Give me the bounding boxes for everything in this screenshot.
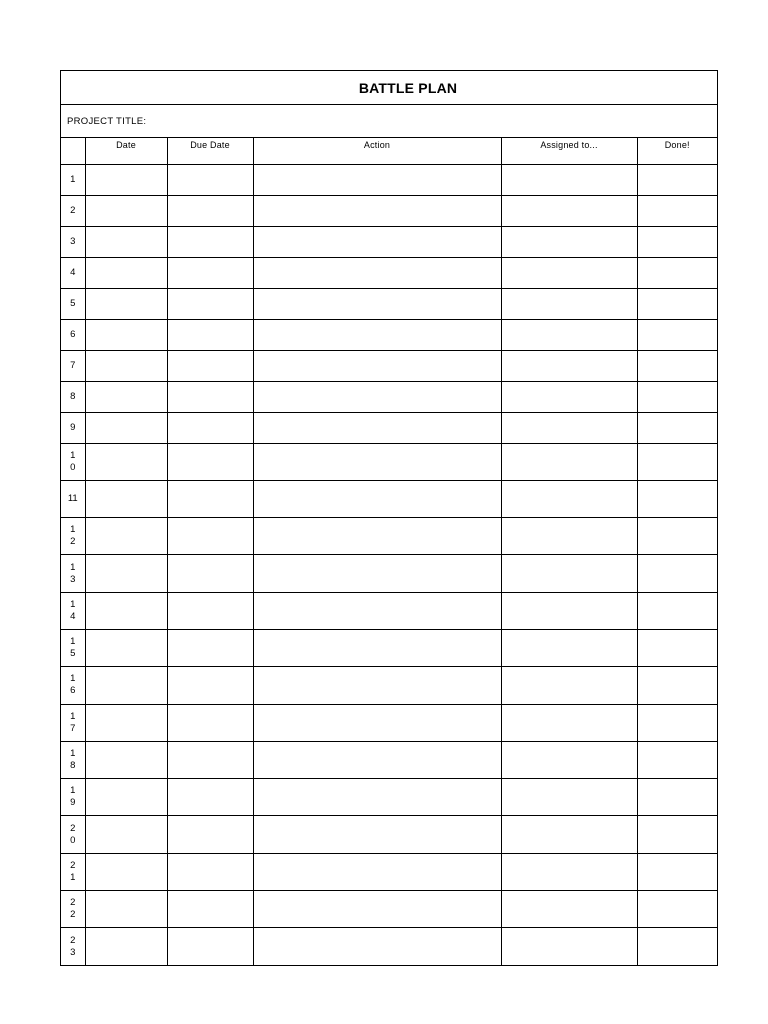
row-number-label: 2 xyxy=(70,204,76,216)
column-header-number xyxy=(61,138,85,164)
row-number xyxy=(61,667,85,704)
assigned-to-cell[interactable] xyxy=(501,412,637,443)
table-row xyxy=(61,164,717,195)
done-cell[interactable] xyxy=(637,629,717,666)
row-number-label: 7 xyxy=(70,359,76,371)
row-number-label: 9 xyxy=(70,421,76,433)
row-number-label: 21 xyxy=(70,859,76,883)
due-date-cell[interactable] xyxy=(167,629,253,666)
assigned-to-cell[interactable] xyxy=(501,257,637,288)
table-row xyxy=(61,443,717,480)
column-header-done: Done! xyxy=(637,138,717,164)
date-cell[interactable] xyxy=(85,164,167,195)
date-cell[interactable] xyxy=(85,443,167,480)
due-date-cell[interactable] xyxy=(167,195,253,226)
action-cell[interactable] xyxy=(253,629,501,666)
row-number xyxy=(61,704,85,741)
row-number-label: 12 xyxy=(70,524,76,548)
action-cell[interactable] xyxy=(253,412,501,443)
due-date-cell[interactable] xyxy=(167,816,253,853)
assigned-to-cell[interactable] xyxy=(501,443,637,480)
date-cell[interactable] xyxy=(85,704,167,741)
column-header-due-date: Due Date xyxy=(167,138,253,164)
done-cell[interactable] xyxy=(637,226,717,257)
row-number xyxy=(61,257,85,288)
date-cell[interactable] xyxy=(85,195,167,226)
due-date-cell[interactable] xyxy=(167,319,253,350)
due-date-cell[interactable] xyxy=(167,350,253,381)
project-title-row xyxy=(61,105,717,138)
action-cell[interactable] xyxy=(253,288,501,319)
date-cell[interactable] xyxy=(85,816,167,853)
done-cell[interactable] xyxy=(637,288,717,319)
date-cell[interactable] xyxy=(85,288,167,319)
action-cell[interactable] xyxy=(253,928,501,965)
table-row xyxy=(61,816,717,853)
due-date-cell[interactable] xyxy=(167,518,253,555)
action-cell[interactable] xyxy=(253,443,501,480)
assigned-to-cell[interactable] xyxy=(501,555,637,592)
action-cell[interactable] xyxy=(253,195,501,226)
row-number xyxy=(61,195,85,226)
table-row xyxy=(61,667,717,704)
assigned-to-cell[interactable] xyxy=(501,779,637,816)
table-row xyxy=(61,480,717,517)
done-cell[interactable] xyxy=(637,443,717,480)
done-cell[interactable] xyxy=(637,779,717,816)
row-number-label: 8 xyxy=(70,390,76,402)
row-number-label: 18 xyxy=(70,748,76,772)
action-cell[interactable] xyxy=(253,891,501,928)
assigned-to-cell[interactable] xyxy=(501,592,637,629)
battle-plan-sheet xyxy=(60,70,718,966)
table-row xyxy=(61,412,717,443)
date-cell[interactable] xyxy=(85,257,167,288)
row-number-label: 17 xyxy=(70,710,76,734)
column-header-action: Action xyxy=(253,138,501,164)
row-number xyxy=(61,480,85,517)
row-number xyxy=(61,381,85,412)
due-date-cell[interactable] xyxy=(167,891,253,928)
page-title: BATTLE PLAN xyxy=(358,79,458,96)
row-number xyxy=(61,779,85,816)
done-cell[interactable] xyxy=(637,518,717,555)
done-cell[interactable] xyxy=(637,816,717,853)
done-cell[interactable] xyxy=(637,480,717,517)
row-number-label: 15 xyxy=(70,636,76,660)
done-cell[interactable] xyxy=(637,319,717,350)
assigned-to-cell[interactable] xyxy=(501,928,637,965)
due-date-cell[interactable] xyxy=(167,257,253,288)
plan-table xyxy=(61,138,717,965)
table-row xyxy=(61,741,717,778)
row-number xyxy=(61,629,85,666)
assigned-to-cell[interactable] xyxy=(501,480,637,517)
date-cell[interactable] xyxy=(85,667,167,704)
row-number-label: 19 xyxy=(70,785,76,809)
action-cell[interactable] xyxy=(253,816,501,853)
row-number-label: 1 xyxy=(70,173,76,185)
action-cell[interactable] xyxy=(253,257,501,288)
date-cell[interactable] xyxy=(85,853,167,890)
row-number-label: 23 xyxy=(70,934,76,958)
due-date-cell[interactable] xyxy=(167,555,253,592)
done-cell[interactable] xyxy=(637,412,717,443)
action-cell[interactable] xyxy=(253,350,501,381)
due-date-cell[interactable] xyxy=(167,443,253,480)
action-cell[interactable] xyxy=(253,704,501,741)
row-number xyxy=(61,518,85,555)
row-number-label: 4 xyxy=(70,266,76,278)
date-cell[interactable] xyxy=(85,518,167,555)
due-date-cell[interactable] xyxy=(167,667,253,704)
row-number xyxy=(61,226,85,257)
done-cell[interactable] xyxy=(637,381,717,412)
date-cell[interactable] xyxy=(85,319,167,350)
due-date-cell[interactable] xyxy=(167,226,253,257)
assigned-to-cell[interactable] xyxy=(501,288,637,319)
row-number-label: 11 xyxy=(67,492,78,504)
assigned-to-cell[interactable] xyxy=(501,629,637,666)
table-row xyxy=(61,288,717,319)
date-cell[interactable] xyxy=(85,350,167,381)
due-date-cell[interactable] xyxy=(167,381,253,412)
done-cell[interactable] xyxy=(637,555,717,592)
done-cell[interactable] xyxy=(637,667,717,704)
row-number xyxy=(61,853,85,890)
done-cell[interactable] xyxy=(637,195,717,226)
assigned-to-cell[interactable] xyxy=(501,381,637,412)
date-cell[interactable] xyxy=(85,412,167,443)
date-cell[interactable] xyxy=(85,629,167,666)
date-cell[interactable] xyxy=(85,592,167,629)
date-cell[interactable] xyxy=(85,381,167,412)
row-number-label: 20 xyxy=(70,822,76,846)
row-number-label: 5 xyxy=(70,297,76,309)
title-row xyxy=(61,71,717,105)
table-row xyxy=(61,779,717,816)
table-row xyxy=(61,928,717,965)
action-cell[interactable] xyxy=(253,555,501,592)
row-number xyxy=(61,164,85,195)
row-number-label: 22 xyxy=(70,897,76,921)
row-number-label: 14 xyxy=(70,598,76,622)
project-title-label: PROJECT TITLE: xyxy=(67,115,147,127)
action-cell[interactable] xyxy=(253,226,501,257)
due-date-cell[interactable] xyxy=(167,779,253,816)
header-row xyxy=(61,138,717,164)
table-row xyxy=(61,518,717,555)
table-row xyxy=(61,226,717,257)
due-date-cell[interactable] xyxy=(167,480,253,517)
assigned-to-cell[interactable] xyxy=(501,704,637,741)
due-date-cell[interactable] xyxy=(167,704,253,741)
assigned-to-cell[interactable] xyxy=(501,741,637,778)
action-cell[interactable] xyxy=(253,381,501,412)
assigned-to-cell[interactable] xyxy=(501,195,637,226)
column-header-assigned-to: Assigned to... xyxy=(501,138,637,164)
done-cell[interactable] xyxy=(637,592,717,629)
row-number xyxy=(61,412,85,443)
assigned-to-cell[interactable] xyxy=(501,226,637,257)
done-cell[interactable] xyxy=(637,853,717,890)
assigned-to-cell[interactable] xyxy=(501,350,637,381)
assigned-to-cell[interactable] xyxy=(501,667,637,704)
table-row xyxy=(61,629,717,666)
done-cell[interactable] xyxy=(637,164,717,195)
date-cell[interactable] xyxy=(85,555,167,592)
row-number xyxy=(61,319,85,350)
row-number-label: 13 xyxy=(70,561,76,585)
table-row xyxy=(61,350,717,381)
action-cell[interactable] xyxy=(253,779,501,816)
assigned-to-cell[interactable] xyxy=(501,319,637,350)
assigned-to-cell[interactable] xyxy=(501,891,637,928)
action-cell[interactable] xyxy=(253,319,501,350)
due-date-cell[interactable] xyxy=(167,592,253,629)
row-number-label: 6 xyxy=(70,328,76,340)
date-cell[interactable] xyxy=(85,226,167,257)
row-number-label: 16 xyxy=(70,673,76,697)
table-row xyxy=(61,381,717,412)
due-date-cell[interactable] xyxy=(167,853,253,890)
assigned-to-cell[interactable] xyxy=(501,816,637,853)
row-number xyxy=(61,443,85,480)
due-date-cell[interactable] xyxy=(167,164,253,195)
row-number xyxy=(61,592,85,629)
row-number-label: 3 xyxy=(70,235,76,247)
action-cell[interactable] xyxy=(253,667,501,704)
row-number xyxy=(61,928,85,965)
date-cell[interactable] xyxy=(85,928,167,965)
done-cell[interactable] xyxy=(637,891,717,928)
row-number xyxy=(61,891,85,928)
row-number xyxy=(61,555,85,592)
done-cell[interactable] xyxy=(637,257,717,288)
action-cell[interactable] xyxy=(253,518,501,555)
assigned-to-cell[interactable] xyxy=(501,164,637,195)
row-number xyxy=(61,288,85,319)
row-number xyxy=(61,741,85,778)
table-row xyxy=(61,257,717,288)
due-date-cell[interactable] xyxy=(167,741,253,778)
action-cell[interactable] xyxy=(253,741,501,778)
table-row xyxy=(61,853,717,890)
table-body xyxy=(61,164,717,965)
action-cell[interactable] xyxy=(253,480,501,517)
column-header-date: Date xyxy=(85,138,167,164)
row-number-label: 10 xyxy=(70,449,76,473)
action-cell[interactable] xyxy=(253,592,501,629)
done-cell[interactable] xyxy=(637,741,717,778)
table-row xyxy=(61,592,717,629)
date-cell[interactable] xyxy=(85,741,167,778)
due-date-cell[interactable] xyxy=(167,288,253,319)
assigned-to-cell[interactable] xyxy=(501,853,637,890)
done-cell[interactable] xyxy=(637,928,717,965)
table-row xyxy=(61,555,717,592)
table-row xyxy=(61,195,717,226)
action-cell[interactable] xyxy=(253,164,501,195)
done-cell[interactable] xyxy=(637,704,717,741)
date-cell[interactable] xyxy=(85,891,167,928)
table-row xyxy=(61,704,717,741)
row-number xyxy=(61,350,85,381)
due-date-cell[interactable] xyxy=(167,412,253,443)
date-cell[interactable] xyxy=(85,480,167,517)
table-row xyxy=(61,319,717,350)
date-cell[interactable] xyxy=(85,779,167,816)
done-cell[interactable] xyxy=(637,350,717,381)
assigned-to-cell[interactable] xyxy=(501,518,637,555)
table-row xyxy=(61,891,717,928)
row-number xyxy=(61,816,85,853)
due-date-cell[interactable] xyxy=(167,928,253,965)
action-cell[interactable] xyxy=(253,853,501,890)
